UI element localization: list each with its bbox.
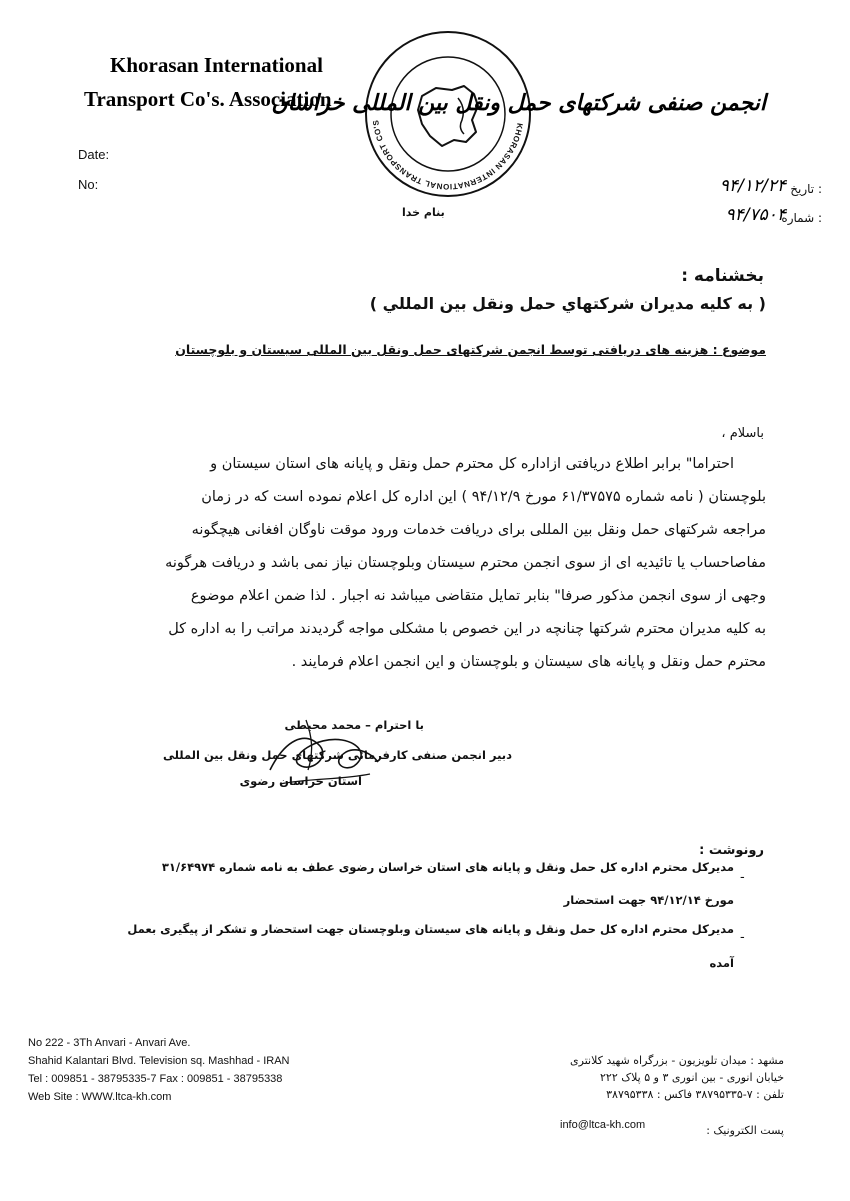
cc-item1-line1: مدیرکل محترم اداره کل حمل ونقل و پایانه های استان خراسان رضوی عطف به نامه شماره ۳۱/۶۴۹۷۴	[161, 860, 734, 874]
footer-fa	[484, 1052, 784, 1103]
cc-bullet: -	[740, 930, 745, 945]
cc-bullet: -	[740, 870, 745, 885]
footer-website: Web Site : WWW.ltca-kh.com	[28, 1091, 172, 1103]
circular-label: بخشنامه :	[681, 266, 764, 286]
org-name-fa: انجمن صنفی شرکتهای حمل ونقل بین المللی خراسان	[271, 90, 766, 116]
number-label-fa: : شماره	[781, 211, 822, 225]
no-label: No:	[78, 177, 99, 192]
body-line: به کلیه مدیران محترم شرکتها چنانچه در این خصوص با مشکلی مواجه گردیدند مراتب را به اداره کل	[168, 621, 766, 637]
body-line: مراجعه شرکتهای حمل ونقل بین المللی برای دریافت خدمات ورود موقت ناوگان افغانی هیچگونه	[191, 522, 766, 538]
date-value: ۹۴/۱۲/۲۴	[719, 176, 786, 196]
bismillah: بنام خدا	[402, 206, 445, 219]
org-name-en-line2: Transport Co's. Association	[84, 87, 332, 111]
body-line: مفاصاحساب یا تائیدیه ای از سوی انجمن محترم سیستان وبلوچستان نیاز نمی باشد و دریافت هرگونه	[165, 555, 766, 571]
body-line: احتراما" برابر اطلاع دریافتی ازاداره کل محترم حمل ونقل و پایانه های استان سیستان و	[210, 456, 734, 472]
footer-en	[28, 1034, 290, 1106]
signature-line1: با احترام – محمد محیطی	[284, 718, 424, 732]
handwritten-signature	[250, 700, 390, 800]
cc-item1-line2: مورخ ۹۴/۱۲/۱۴ جهت استحضار	[563, 893, 734, 907]
footer-fa-line1: مشهد : میدان تلویزیون - بزرگراه شهید کلانتری	[570, 1054, 784, 1067]
org-name-en-line1: Khorasan International	[110, 53, 323, 77]
footer-email-label: پست الکترونیک :	[706, 1124, 784, 1137]
cc-label: رونوشت :	[699, 843, 764, 858]
footer-address1: No 222 - 3Th Anvari - Anvari Ave.	[28, 1037, 191, 1049]
number-value: ۹۴/۷۵۰۴	[725, 205, 786, 225]
signature-line3: استان خراسان رضوی	[239, 774, 362, 788]
footer-fa-line3: تلفن : ۷-۳۸۷۹۵۳۳۵ فاکس : ۳۸۷۹۵۳۳۸	[606, 1088, 784, 1101]
date-label: Date:	[78, 147, 110, 162]
body-line: محترم حمل ونقل و پایانه های سیستان و بلوچستان و این انجمن اعلام فرمایند .	[291, 654, 766, 670]
cc-item2-line2: آمده	[709, 956, 734, 970]
cc-item2-line1: مدیرکل محترم اداره کل حمل ونقل و پایانه های سیستان وبلوچستان جهت استحضار و تشکر از پیگیری بعمل	[127, 922, 734, 936]
footer-fa-line2: خیابان انوری - بین انوری ۳ و ۵ پلاک ۲۲۲	[600, 1071, 784, 1084]
letter-body	[100, 448, 766, 679]
footer-phone: Tel : 009851 - 38795335-7 Fax : 009851 - 38795338	[28, 1073, 283, 1085]
footer-email: info@ltca-kh.com	[560, 1119, 646, 1131]
body-line: وجهی از سوی انجمن مذکور صرفا" بنابر تمایل متقاضی میباشد نه اجبار . لذا ضمن اعلام موضوع	[190, 588, 766, 604]
body-line: بلوچستان ( نامه شماره ۶۱/۳۷۵۷۵ مورخ ۹۴/۱۲/۹ ) این اداره کل اعلام نموده است که در زمان	[201, 489, 766, 505]
recipients-line: ( به کلیه مدیران شرکتهاي حمل ونقل بین المللي )	[369, 294, 766, 313]
date-label-fa: : تاریخ	[790, 182, 822, 196]
seal-ring-text-en: KHORASAN INTERNATIONAL TRANSPORT CO'S	[371, 119, 525, 192]
footer-address2: Shahid Kalantari Blvd. Television sq. Mashhad - IRAN	[28, 1055, 290, 1067]
greeting: باسلام ،	[721, 426, 764, 441]
signature-line2: دبیر انجمن صنفی کارفرمائی شرکتهای حمل ونقل بین المللی	[162, 748, 512, 762]
subject-line: موضوع : هزینه های دریافتی توسط انجمن شرکتهای حمل ونقل بین المللی سیستان و بلوچستان	[175, 342, 766, 357]
